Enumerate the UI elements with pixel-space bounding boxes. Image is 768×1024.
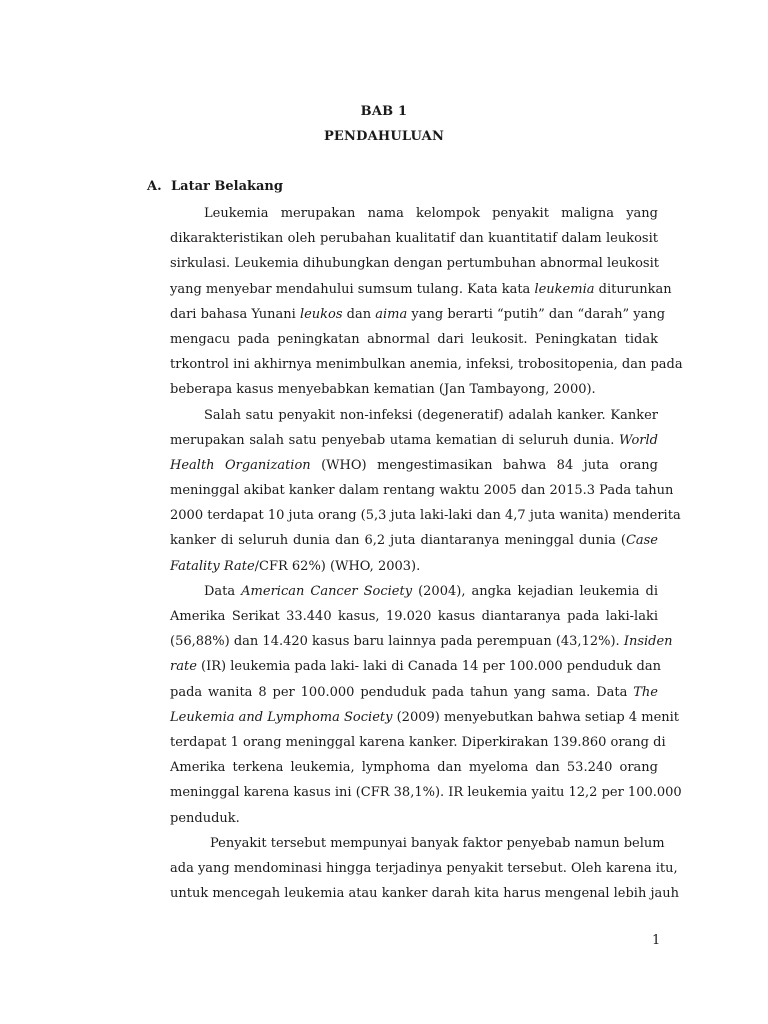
text-line: beberapa kasus menyebabkan kematian (Jan Tambayong, 2000). [170,382,596,398]
text-line: dikarakteristikan oleh perubahan kualitatif dan kuantitatif dalam leukosit [170,231,658,247]
text-line: Health Organization (WHO) mengestimasikan bahwa 84 juta orang [170,457,658,473]
text-line: Leukemia merupakan nama kelompok penyakit maligna yang [204,206,658,221]
text-line: yang menyebar mendahului sumsum tulang. Kata kata leukemia diturunkan [170,281,672,297]
text-line: Leukemia and Lymphoma Society (2009) menyebutkan bahwa setiap 4 menit [170,709,680,725]
text-line: (56,88%) dan 14.420 kasus baru lainnya pada perempuan (43,12%). Insiden [170,634,673,650]
text-line: meninggal akibat kanker dalam rentang waktu 2005 dan 2015.3 Pada tahun [170,483,674,499]
body-text [170,201,683,906]
text-line: terdapat 1 orang meninggal karena kanker. Diperkirakan 139.860 orang di [170,734,666,750]
text-line: dari bahasa Yunani leukos dan aima yang berarti “putih” dan “darah” yang [170,306,666,322]
text-line: 2000 terdapat 10 juta orang (5,3 juta laki-laki dan 4,7 juta wanita) menderita [170,508,681,524]
section-title: Latar Belakang [171,179,283,194]
text-line: Amerika terkena leukemia, lymphoma dan myeloma dan 53.240 orang [170,760,658,776]
section-letter: A. [147,179,162,194]
text-line: merupakan salah satu penyebab utama kematian di seluruh dunia. World [170,432,658,448]
text-line: mengacu pada peningkatan abnormal dari leukosit. Peningkatan tidak [170,331,658,347]
text-line: ada yang mendominasi hingga terjadinya penyakit tersebut. Oleh karena itu, [170,860,678,876]
text-line: Fatality Rate/CFR 62%) (WHO, 2003). [170,558,421,574]
page-number: 1 [652,933,661,948]
text-line: Amerika Serikat 33.440 kasus, 19.020 kasus diantaranya pada laki-laki [170,609,658,624]
section-heading [147,179,283,194]
text-line: pada wanita 8 per 100.000 penduduk pada tahun yang sama. Data The [170,684,658,700]
text-line: penduduk. [170,810,240,826]
chapter-title: PENDAHULUAN [323,129,445,144]
text-line: Salah satu penyakit non-infeksi (degeneratif) adalah kanker. Kanker [204,407,658,423]
text-line: rate (IR) leukemia pada laki- laki di Canada 14 per 100.000 penduduk dan [170,659,661,675]
text-line: untuk mencegah leukemia atau kanker darah kita harus mengenal lebih jauh [170,886,679,902]
text-line: Penyakit tersebut mempunyai banyak faktor penyebab namun belum [210,835,665,851]
chapter-number: BAB 1 [360,104,408,119]
text-line: meninggal karena kasus ini (CFR 38,1%). IR leukemia yaitu 12,2 per 100.000 [170,785,682,801]
text-line: Data American Cancer Society (2004), angka kejadian leukemia di [204,583,659,599]
text-line: trkontrol ini akhirnya menimbulkan anemia, infeksi, trobositopenia, dan pada [170,357,683,373]
text-line: sirkulasi. Leukemia dihubungkan dengan pertumbuhan abnormal leukosit [170,256,659,272]
text-line: kanker di seluruh dunia dan 6,2 juta diantaranya meninggal dunia (Case [170,533,658,549]
